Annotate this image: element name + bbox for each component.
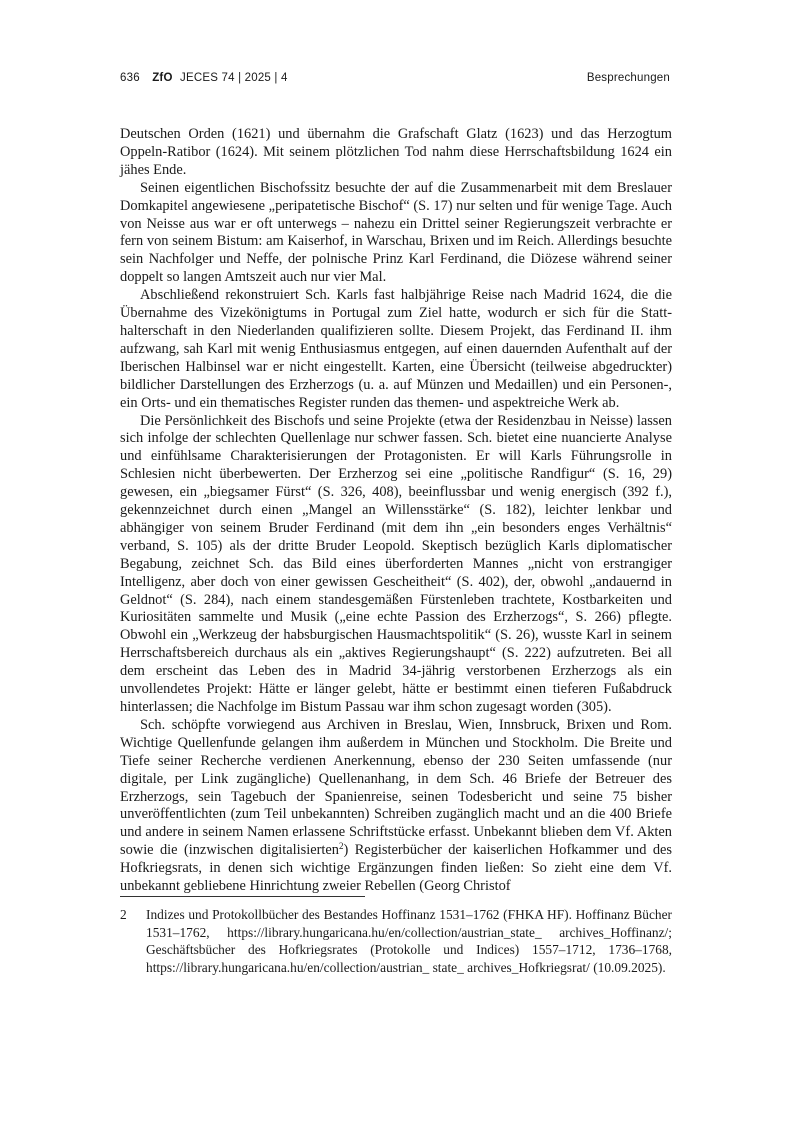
- paragraph-4: Die Persönlichkeit des Bischofs und seine Projekte (etwa der Residenzbau in Neisse) lassen sich infolge der schlechten Quellenlage nur schwer fassen. Sch. bietet eine nuancierte Analyse und einfühlsame Charakterisierungen der Protagonisten. Er will Karls Führungsrolle in Schlesien nicht überbewerten. Der Erzherzog sei eine „politische Randfigur“ (S. 16, 29) gewesen, ein „biegsamer Fürst“ (S. 326, 408), beeinflussbar und wenig energisch (392 f.), gekennzeichnet durch einen „Mangel an Willensstärke“ (S. 182), leichter lenkbar und abhängiger von seinem Bruder Ferdinand (mit dem ihn „ein besonders enges Verhältnis“ verband, S. 105) als der dritte Bruder Leopold. Skeptisch bezüglich Karls diplomatischer Begabung, zeichnet Sch. das Bild eines überforderten Mannes „nicht von erstrangiger Intelligenz, aber doch von einer gewissen Gescheitheit“ (S. 402), der, obwohl „andauernd in Geldnot“ (S. 284), nach einem standesgemäßen Fürstenleben trachtete, Kostbarkeiten und Kuriositäten sammelte und Musik („eine echte Passion des Erzherzogs“, S. 266) pflegte. Obwohl ein „Werkzeug der habsburgischen Hausmachtspolitik“ (S. 26), wusste Karl in seinem Herrschaftsbereich durchaus als ein „aktives Regierungshaupt“ (S. 222) aufzutreten. Bei all dem erscheint das Leben des in Madrid 34-jährig verstorbenen Erzherzogs als ein unvollendetes Projekt: Hätte er länger gelebt, hätte er bestimmt einen tieferen Fußabdruck hinterlassen; die Nachfolge im Bistum Passau war ihm schon zugesagt worden (305).: [120, 412, 672, 715]
- footnote-number: 2: [120, 907, 127, 922]
- paragraph-3: Abschließend rekonstruiert Sch. Karls fast halbjährige Reise nach Madrid 1624, die die Übernahme des Vizekönigtums in Portugal zum Ziel hatte, wodurch er sich für die Statthalterschaft in den Niederlanden qualifizieren sollte. Diesem Projekt, das Ferdinand II. ihm aufzwang, sah Karl mit wenig Enthusiasmus entgegen, auf einen dauernden Aufenthalt auf der Iberischen Halbinsel war er nicht eingestellt. Karten, eine Übersicht (teilweise abgedruckter) bildlicher Darstellungen des Erzherzogs (u. a. auf Münzen und Medaillen) und ein Personen-, ein Orts- und ein thematisches Register runden das themen- und aspektreiche Werk ab.: [120, 287, 672, 411]
- footnote-rule: [120, 896, 365, 897]
- header-left: [120, 72, 288, 84]
- page-number: 636: [120, 72, 140, 84]
- journal-issue: JECES 74 | 2025 | 4: [180, 72, 288, 84]
- footnote: [120, 906, 672, 976]
- paragraph-5-part-1: Sch. schöpfte vorwiegend aus Archiven in Breslau, Wien, Innsbruck, Brixen und Rom. Wichtige Quellenfunde gelangen ihm außerdem in München und Stockholm. Die Breite und Tiefe seiner Recherche verdienen Anerkennung, ebenso der 230 Seiten umfassende (nur digitale, per Link zugängliche) Quellenanhang, in dem Sch. 46 Briefe der Betreuer des Erzherzogs, sein Tagebuch der Spanienreise, seinen Todesbericht und seine 75 bisher unveröffentlichten (zum Teil unbekannten) Schreiben zugänglich macht und an die 400 Briefe und andere in seinem Namen erlassene Schriftstücke erfasst. Unbekannt blieben dem Vf. Akten sowie die (inzwischen digitalisierten: [120, 716, 672, 859]
- paragraph-1: Deutschen Orden (1621) und übernahm die Grafschaft Glatz (1623) und das Herzogtum Oppeln-Ratibor (1624). Mit seinem plötzlichen Tod nahm diese Herrschaftsbildung 1624 ein jähes Ende.: [120, 126, 672, 178]
- paragraph-2: Seinen eigentlichen Bischofssitz besuchte der auf die Zusammenarbeit mit dem Breslauer Domkapitel angewiesene „peripatetische Bischof“ (S. 17) nur selten und für wenige Tage. Auch von Neisse aus war er oft unterwegs – nahezu ein Drittel seiner Regierungszeit verbrachte er fern von seinem Bistum: am Kaiserhof, in Warschau, Brixen und im Reich. Allerdings besuchte sein Nachfolger und Neffe, der polnische Prinz Karl Ferdinand, die Diözese während seiner doppelt so langen Amtszeit auch nur vier Mal.: [120, 179, 672, 286]
- running-header: [120, 72, 670, 90]
- section-title: Besprechungen: [586, 72, 670, 84]
- paragraph-5: [120, 717, 672, 896]
- main-text: [120, 126, 672, 896]
- footnote-text: Indizes und Protokollbücher des Bestandes Hoffinanz 1531–1762 (FHKA HF). Hoffinanz Bücher 1531–1762, https://library.hungaricana.hu/en/collection/austrian_state_ archives_Hoffinanz/; Geschäftsbücher des Hofkriegsrates (Protokolle und Indices) 1557–1712, 1736–1768, https://library.hungaricana.hu/en/collection/austrian_ state_ archives_Hofkriegsrat/ (10.09.2025).: [146, 907, 672, 975]
- journal-name: ZfO: [152, 72, 173, 84]
- footnote-reference[interactable]: 2: [339, 841, 344, 852]
- paragraph-5-part-2: ) Registerbücher der kaiserlichen Hofkammer und des Hofkriegsrats, in denen sich wichtige Ergänzungen finden ließen: So zieht eine dem Vf. unbekannt gebliebene Hinrichtung zweier Rebellen (Georg Christof: [120, 842, 672, 895]
